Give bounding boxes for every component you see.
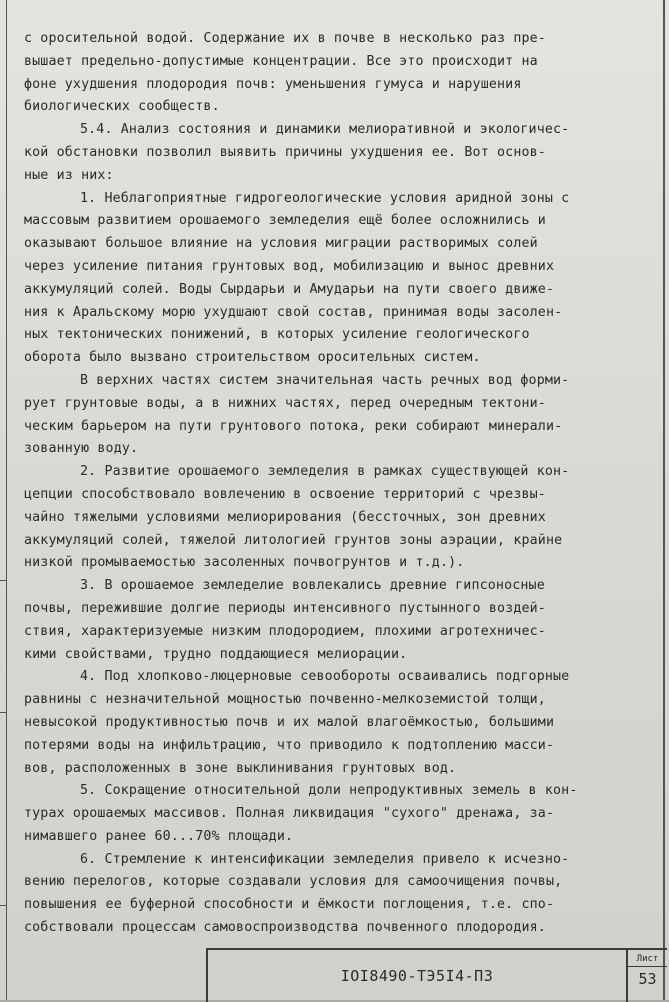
left-frame-line xyxy=(6,0,7,1000)
text-line: ния к Аральскому морю ухудшают свой состав, принимая воды засолен- xyxy=(24,304,563,320)
item-1-continuation-paragraph xyxy=(24,370,636,461)
text-line: нимавшего ранее 60...70% площади. xyxy=(24,828,294,844)
text-line: собствовали процессам самовоспроизводства почвенного плодородия. xyxy=(24,920,546,936)
title-block-stamp xyxy=(206,948,667,1002)
text-line: аккумуляций солей. Воды Сырдарьи и Амударьи на пути своего движе- xyxy=(24,281,555,297)
text-line: 3. В орошаемое земледелие вовлекались древние гипсоносные xyxy=(80,578,545,594)
text-line: чайно тяжелыми условиями мелиорирования (бессточных, зон древних xyxy=(24,509,546,525)
text-line: оказывают большое влияние на условия миграции растворимых солей xyxy=(24,236,538,252)
sheet-number: 53 xyxy=(638,970,657,988)
text-line: зованную воду. xyxy=(24,441,139,457)
document-code: IOI8490-ТЭ5I4-ПЗ xyxy=(340,967,494,985)
text-line: невысокой продуктивностью почв и их малой влагоёмкостью, большими xyxy=(24,714,555,730)
text-line: оборота было вызвано строительством оросительных систем. xyxy=(24,350,481,366)
text-line: 6. Стремление к интенсификации земледелия привело к исчезно- xyxy=(80,851,570,867)
text-line: с оросительной водой. Содержание их в почве в несколько раз пре- xyxy=(24,31,546,46)
text-line: кой обстановки позволил выявить причины ухудшения ее. Вот основ- xyxy=(24,144,546,160)
text-line: почвы, пережившие долгие периоды интенсивного пустынного воздей- xyxy=(24,600,546,616)
text-line: турах орошаемых массивов. Полная ликвидация "сухого" дренажа, за- xyxy=(24,806,555,822)
text-line: В верхних частях систем значительная часть речных вод форми- xyxy=(80,372,570,388)
paragraph-continuation xyxy=(24,28,636,119)
text-line: ных тектонических понижений, в которых усиление геологического xyxy=(24,327,530,343)
text-line: через усиление питания грунтовых вод, мобилизацию и вынос древних xyxy=(24,258,555,274)
sheet-label: Лист xyxy=(628,952,667,967)
text-line: повышения ее буферной способности и ёмкости поглощения, т.е. спо- xyxy=(24,897,555,913)
text-line: 4. Под хлопково-люцерновые севообороты осваивались подгорные xyxy=(80,669,570,685)
text-line: аккумуляций солей, тяжелой литологией грунтов зоны аэрации, крайне xyxy=(24,532,563,548)
right-frame-line xyxy=(663,0,665,1000)
text-line: 5.4. Анализ состояния и динамики мелиоративной и экологичес- xyxy=(80,122,570,138)
section-5-4-paragraph xyxy=(24,119,636,187)
text-line: рует грунтовые воды, а в нижних частях, перед очередным тектони- xyxy=(24,395,546,411)
text-line: ческим барьером на пути грунтового потока, реки собирают минерали- xyxy=(24,418,563,434)
text-line: цепции способствовало вовлечению в освоение территорий с чрезвы- xyxy=(24,486,546,502)
item-5-paragraph xyxy=(24,780,636,848)
text-line: вов, расположенных в зоне выклинивания грунтовых вод. xyxy=(24,760,457,776)
text-line: равнины с незначительной мощностью почвенно-мелкоземистой толщи, xyxy=(24,692,546,708)
text-line: 2. Развитие орошаемого земледелия в рамках существующей кон- xyxy=(80,464,570,480)
text-line: ные из них: xyxy=(24,167,114,183)
text-line: кими свойствами, трудно поддающиеся мелиорации. xyxy=(24,646,408,662)
text-line: массовым развитием орошаемого земледелия ещё более осложнились и xyxy=(24,213,546,229)
text-line: вению перелогов, которые создавали условия для самоочищения почвы, xyxy=(24,874,563,890)
text-line: ствия, характеризуемые низким плодородием, плохими агротехничес- xyxy=(24,623,546,639)
item-4-paragraph xyxy=(24,666,636,780)
item-2-paragraph xyxy=(24,461,636,575)
sheet-cell xyxy=(626,950,669,1002)
text-line: биологических сообществ. xyxy=(24,99,220,115)
text-line: фоне ухудшения плодородия почв: уменьшения гумуса и нарушения xyxy=(24,76,522,92)
text-line: низкой промываемостью засоленных почвогрунтов и т.д.). xyxy=(24,555,465,571)
body-text xyxy=(24,28,636,940)
text-line: потерями воды на инфильтрацию, что приводило к подтоплению масси- xyxy=(24,737,555,753)
item-3-paragraph xyxy=(24,575,636,666)
text-line: 1. Неблагоприятные гидрогеологические условия аридной зоны с xyxy=(80,190,570,206)
text-line: вышает предельно-допустимые концентрации. Все это происходит на xyxy=(24,53,538,69)
item-6-paragraph xyxy=(24,849,636,940)
item-1-paragraph xyxy=(24,188,636,370)
text-line: 5. Сокращение относительной доли непродуктивных земель в кон- xyxy=(80,783,578,799)
